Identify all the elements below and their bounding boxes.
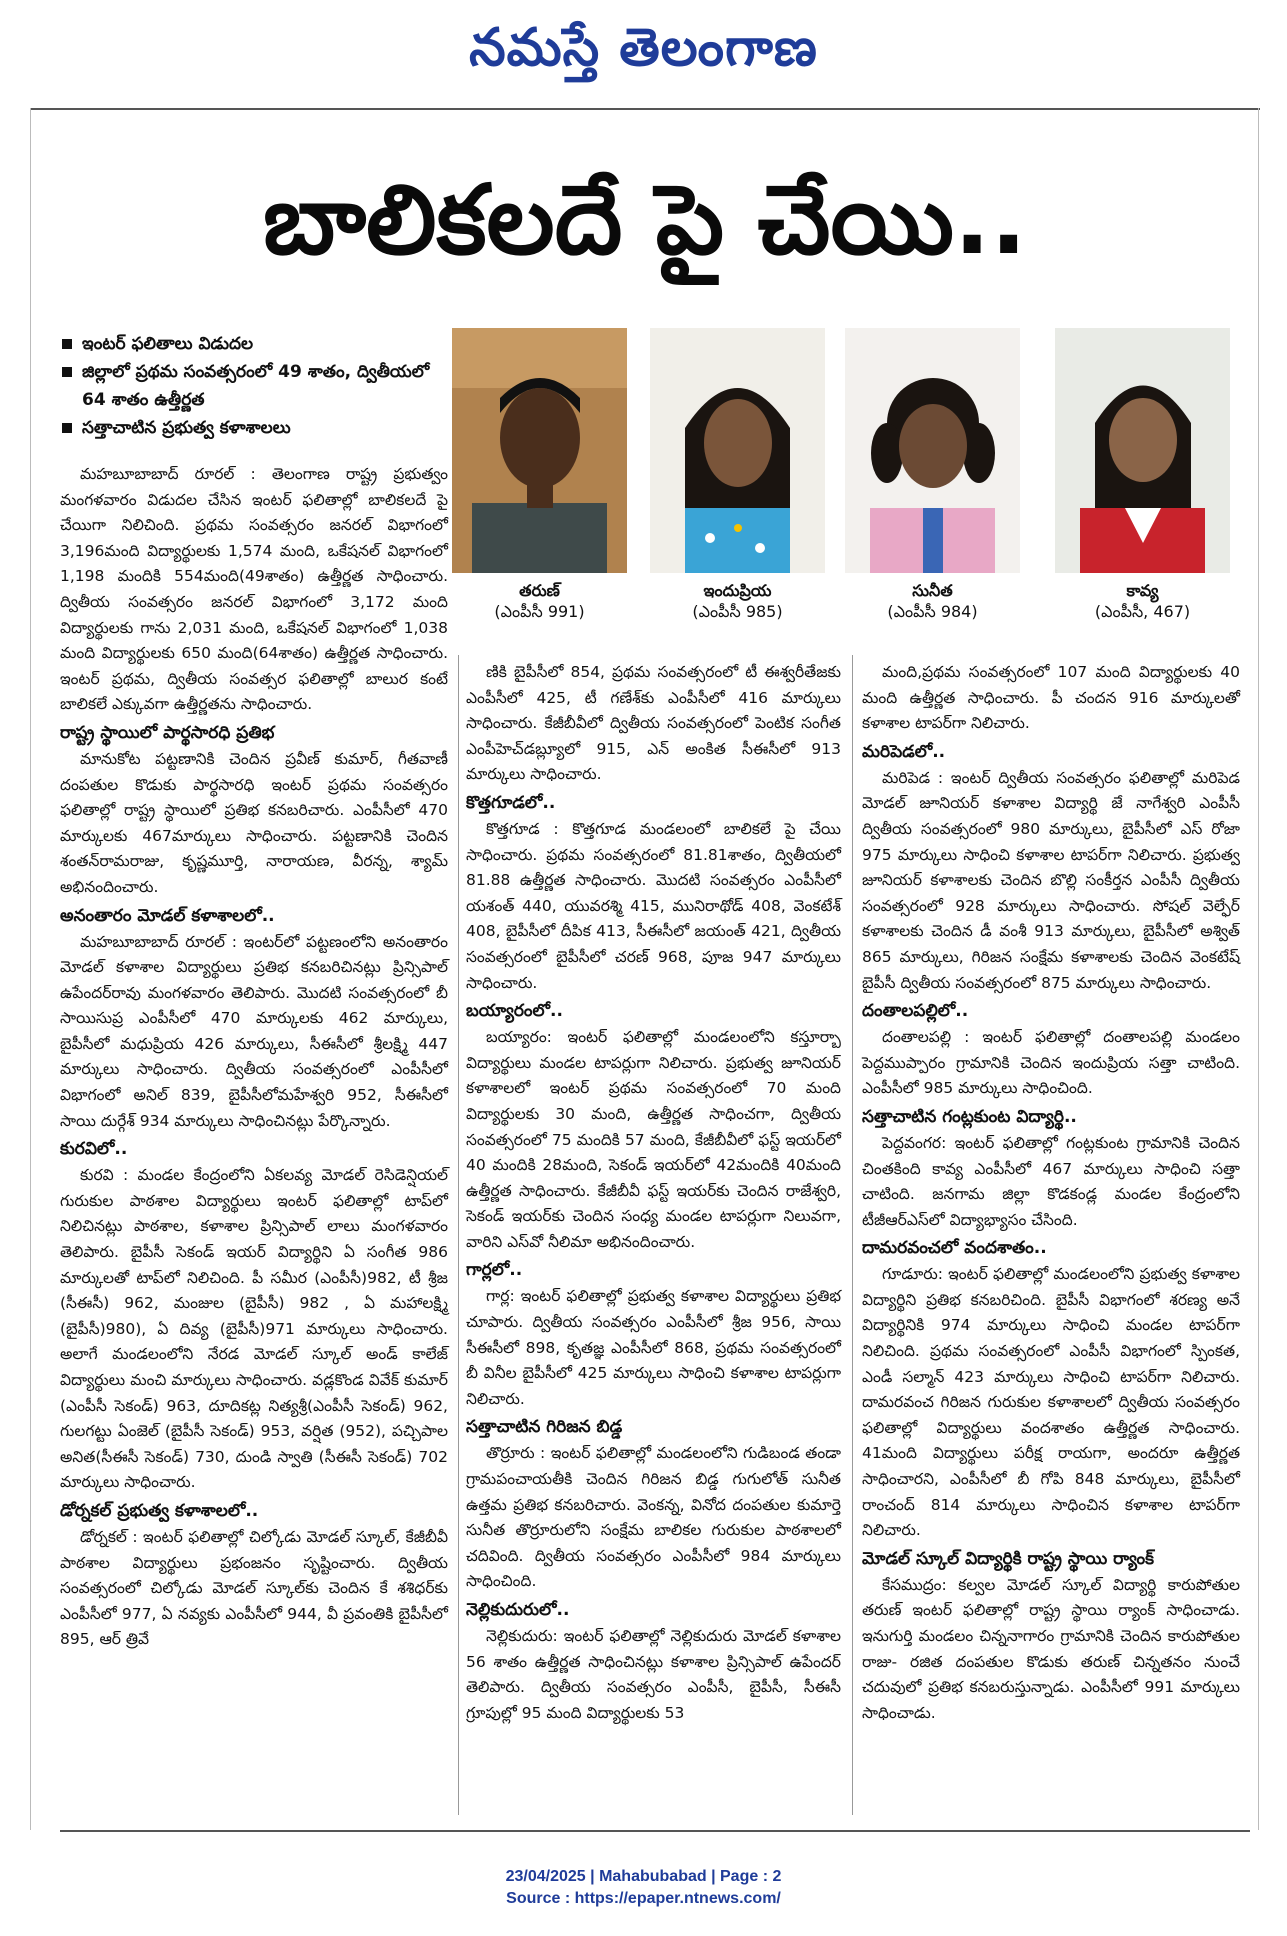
bullet-item: జిల్లాలో ప్రథమ సంవత్సరంలో 49 శాతం, ద్వితీయలో 64 శాతం ఉత్తీర్ణత [60, 358, 450, 414]
student-photo [650, 328, 825, 573]
subheading: అనంతారం మోడల్ కళాశాలలో.. [60, 905, 275, 926]
student-photos [450, 328, 1240, 638]
paragraph: బయ్యారం: ఇంటర్ ఫలితాల్లో మండలంలోని కస్తూర్బా విద్యార్థులు మండల టాపర్లుగా నిలిచారు. ప్రభుత్వ జూనియర్ కళాశాలలో ఇంటర్ ప్రథమ సంవత్సరంలో 70 మంది విద్యార్థులకు 30 మంది, ఉత్తీర్ణత సాధించగా, ద్వితీయ సంవత్సరంలో 75 మందికి 57 మంది, కేజీబీవీలో ఫస్ట్ ఇయర్‌లో 40 మందికి 28మంది, సెకండ్ ఇయర్‌లో 42మందికి 40మంది ఉత్తీర్ణత సాధించారు. కేజీబీవీ ఫస్ట్ ఇయర్‌కు చెందిన రాజేశ్వరి, సెకండ్ ఇయర్‌కు చెందిన సంధ్య మండల టాపర్లుగా నిలువగా, వారిని ఎస్‌వో నీలిమా అభినందించారు. [466, 1028, 841, 1251]
student-marks: (ఎంపీసీ 985) [692, 602, 783, 621]
summary-bullets [60, 330, 450, 442]
student-photo [845, 328, 1020, 573]
paragraph: మహబూబాబాద్ రూరల్ : ఇంటర్‌లో పట్టణంలోని అనంతారం మోడల్ కళాశాల విద్యార్థులు ప్రతిభ కనబరిచినట్లు ప్రిన్సిపాల్ ఉపేందర్‌రావు మంగళవారం తెలిపారు. మొదటి సంవత్సరంలో బీ సాయిసుప్ర ఎంపీసీలో 470 మార్కులకు 462 మార్కులు, బైపీసీలో మధుప్రియ 426 మార్కులు, సీఈసీలో శ్రీలక్ష్మి 447 మార్కులు సాధించారు. ద్వితీయ సంవత్సరంలో ఎంపీసీలో విభాగంలో అనిల్ 839, బైపీసీలోమహేశ్వరి 952, సీఈసీలో సాయి దుర్గేశ్ 934 మార్కులు సాధించినట్లు పేర్కొన్నారు. [60, 932, 448, 1130]
paragraph: పెద్దవంగర: ఇంటర్ ఫలితాల్లో గంట్లకుంట గ్రామానికి చెందిన చింతకింది కావ్య ఎంపీసీలో 467 మార్కులు సాధించి సత్తా చాటింది. జనగామ జిల్లా కొడకండ్ల మండల కేంద్రంలోని టీజీఆర్ఎస్‌లో విద్యాభ్యాసం చేసింది. [862, 1133, 1240, 1229]
masthead [0, 0, 1287, 108]
paragraph: ణికి బైపీసీలో 854, ప్రథమ సంవత్సరంలో టీ ఈశ్వరీతేజకు ఎంపీసీలో 425, టీ గణేశ్‌కు ఎంపీసీలో 416 మార్కులు సాధించారు. కేజీబీవీలో ద్వితీయ సంవత్సరంలో పెంటిక సంగీత ఎంపీహెచ్‌డబ్ల్యూలో 915, ఎన్ అంకిత సీఈసీలో 913 మార్కులు సాధించారు. [466, 663, 841, 784]
student-name: తరుణ్ [519, 581, 560, 600]
edition-info: 23/04/2025 | Mahabubabad | Page : 2 [505, 1868, 782, 1885]
student-name: కావ్య [1126, 581, 1159, 600]
subheading: దామరవంచలో వందశాతం.. [862, 1238, 1047, 1259]
paragraph: కురవి : మండల కేంద్రంలోని ఏకలవ్య మోడల్ రెసిడెన్షియల్ గురుకుల పాఠశాల విద్యార్థులు ఇంటర్ ఫలితాల్లో టాప్‌లో నిలిచినట్లు పాఠశాల, కళాశాల ప్రిన్సిపాల్ లాలు మంగళవారం తెలిపారు. బైపీసీ సెకండ్ ఇయర్ విద్యార్థిని ఏ సంగీత 986 మార్కులతో టాప్‌లో నిలిచింది. పీ సమీర (ఎంపీసీ)982, టీ శ్రీజ (సీఈసీ) 962, మంజుల (బైపీసీ) 982 , ఏ మహాలక్ష్మి (బైపీసీ)980), ఏ దివ్య (బైపీసీ)971 మార్కులు సాధించారు. అలాగే మండలంలోని నేరడ మోడల్ స్కూల్ అండ్ కాలేజ్ విద్యార్థులు మంచి మార్కులు సాధించారు. వడ్లకొండ వివేక్ కుమార్ (ఎంపీసీ సెకండ్) 963, దూదికట్ల నిత్యశ్రీ(ఎంపీసీ సెకండ్) 962, గులగట్టు ఏంజెల్ (బైపీసీ సెకండ్) 953, వర్షిత (952), పచ్చిపాల అనిత(సీఈసీ సెకండ్) 730, దుండి స్వాతి (సీఈసీ సెకండ్) 702 మార్కులు సాధించారు. [60, 1166, 448, 1492]
subheading: గార్లలో.. [466, 1260, 523, 1281]
paragraph: మరిపెడ : ఇంటర్ ద్వితీయ సంవత్సరం ఫలితాల్లో మరిపెడ మోడల్ జూనియర్ కళాశాల విద్యార్థి జే నాగేశ్వరి ఎంపీసీ ద్వితీయ సంవత్సరంలో 980 మార్కులు, బైపీసీలో ఎస్ రోజా 975 మార్కులు సాధించి కళాశాల టాపర్‌గా నిలిచారు. ప్రభుత్వ జూనియర్ కళాశాలకు చెందిన బొల్లి సంకీర్తన ఎంపీసీ ద్వితీయ సంవత్సరంలో 928 మార్కులు సాధించారు. సోషల్ వెల్ఫేర్ కళాశాలకు చెందిన డీ వంశీ 913 మార్కులు, బైపీసీలో అశ్విత్ 865 మార్కులు, గిరిజన సంక్షేమ కళాశాలకు చెందిన వెంకటేష్ బైపీసీ ద్వితీయ సంవత్సరంలో 875 మార్కులు సాధించారు. [862, 768, 1240, 992]
paragraph: మంది,ప్రథమ సంవత్సరంలో 107 మంది విద్యార్థులకు 40 మంది ఉత్తీర్ణత సాధించారు. పీ చందన 916 మార్కులతో కళాశాల టాపర్‌గా నిలిచారు. [862, 663, 1240, 733]
paragraph: గార్ల: ఇంటర్ ఫలితాల్లో ప్రభుత్వ కళాశాల విద్యార్థులు ప్రతిభ చూపారు. ద్వితీయ సంవత్సరం ఎంపీసీలో శ్రీజ 956, సాయి సీఈసీలో 898, కృతజ్ఞ ఎంపీసీలో 868, ప్రథమ సంవత్సరంలో బీ వినీల బైపీసీలో 425 మార్కులు సాధించి కళాశాల టాపర్లుగా నిలిచారు. [466, 1287, 841, 1408]
left-border [30, 108, 31, 1830]
subheading: డోర్నకల్ ప్రభుత్వ కళాశాలలో.. [60, 1500, 259, 1521]
subheading: సత్తాచాటిన గంట్లకుంట విద్యార్థి.. [862, 1106, 1077, 1127]
student-marks: (ఎంపీసీ 991) [494, 602, 585, 621]
student-marks: (ఎంపీసీ 984) [887, 602, 978, 621]
paragraph: కొత్తగూడ : కొత్తగూడ మండలంలో బాలికలే పై చేయి సాధించారు. ప్రథమ సంవత్సరంలో 81.81శాతం, ద్వితీయలో 81.88 ఉత్తీర్ణత సాధించారు. మొదటి సంవత్సరం ఎంపీసీలో యశంత్ 440, యువరశ్మి 415, మునిరాథోడ్ 408, వెంకటేశ్ 408, బైపీసీలో దీపిక 413, సీఈసీలో జయంత్ 421, ద్వితీయ సంవత్సరంలో బైపీసీలో చరణ్ 968, పూజ 947 మార్కులు సాధించారు. [466, 819, 841, 992]
bullet-item: ఇంటర్ ఫలితాలు విడుదల [60, 330, 450, 358]
paragraph: మానుకోట పట్టణానికి చెందిన ప్రవీణ్ కుమార్, గీతవాణీ దంపతుల కొడుకు పార్థసారధి ఇంటర్ ప్రథమ సంవత్సరం ఫలితాల్లో రాష్ట్ర స్థాయిలో ప్రతిభ కనబరిచారు. ఎంపీసీలో 470 మార్కులకు 467మార్కులు సాధించారు. పట్టణానికి చెందిన శంతన్‌రామరాజు, కృష్ణమూర్తి, నారాయణ, వీరన్న, శ్యామ్ అభినందించారు. [60, 749, 448, 896]
student-photo [1055, 328, 1230, 573]
photo-card-induspriya [650, 328, 825, 623]
top-divider [30, 108, 1260, 110]
bullet-item: సత్తాచాటిన ప్రభుత్వ కళాశాలలు [60, 414, 450, 442]
article-column-1 [60, 462, 448, 1653]
photo-card-sunitha [845, 328, 1020, 623]
column-divider [458, 655, 459, 1815]
page-footer [0, 1866, 1287, 1910]
paragraph: మహబూబాబాద్ రూరల్ : తెలంగాణ రాష్ట్ర ప్రభుత్వం మంగళవారం విడుదల చేసిన ఇంటర్ ఫలితాల్లో బాలికలదే పై చేయిగా నిలిచింది. ప్రథమ సంవత్సరం జనరల్ విభాగంలో 3,196మంది విద్యార్థులకు 1,574 మంది, ఒకేషనల్ విభాగంలో 1,198 మందికి 554మంది(49శాతం) ఉత్తీర్ణత సాధించారు. ద్వితీయ సంవత్సరం జనరల్ విభాగంలో 3,172 మంది విద్యార్థులకు గాను 2,031 మంది, ఒకేషనల్ విభాగంలో 1,038 మంది విద్యార్థులకు 650 మంది(64శాతం) ఉత్తీర్ణత సాధించారు. ఇంటర్ ప్రథమ, ద్వితీయ సంవత్సర ఫలితాల్లో బాలుర కంటే బాలికలే ఎక్కువగా ఉత్తీర్ణతను సాధించారు. [60, 465, 448, 714]
article-headline: బాలికలదే పై చేయి.. [263, 164, 1027, 276]
subheading: కురవిలో.. [60, 1139, 128, 1160]
subheading: రాష్ట్ర స్థాయిలో పార్థసారధి ప్రతిభ [60, 722, 275, 743]
student-photo [452, 328, 627, 573]
paragraph: నెల్లికుదురు: ఇంటర్ ఫలితాల్లో నెల్లికుదురు మోడల్ కళాశాల 56 శాతం ఉత్తీర్ణత సాధించినట్లు కళాశాల ప్రిన్సిపాల్ ఉపేందర్ తెలిపారు. ద్వితీయ సంవత్సరం ఎంపీసీ, బైపీసీ, సీఈసీ గ్రూపుల్లో 95 మంది విద్యార్థులకు 53 [466, 1627, 841, 1722]
student-name: సునీత [912, 581, 953, 600]
newspaper-logo: నమస్తే తెలంగాణ [469, 17, 818, 78]
subheading: మోడల్ స్కూల్ విద్యార్థికి రాష్ట్ర స్థాయి ర్యాంక్ [862, 1548, 1154, 1569]
article-column-3 [862, 660, 1240, 1726]
paragraph: తొర్రూరు : ఇంటర్ ఫలితాల్లో మండలంలోని గుడిబండ తండా గ్రామపంచాయతీకి చెందిన గిరిజన బిడ్డ గుగులోత్ సునీత ఉత్తమ ప్రతిభ కనబరిచారు. వెంకన్న, వినోద దంపతుల కుమార్తె సునీత తొర్రూరులోని సంక్షేమ బాలికల గురుకుల పాఠశాలలో చదివింది. ద్వితీయ సంవత్సరం ఎంపీసీలో 984 మార్కులు సాధించింది. [466, 1444, 841, 1591]
paragraph: గూడూరు: ఇంటర్ ఫలితాల్లో మండలంలోని ప్రభుత్వ కళాశాల విద్యార్థిని ప్రతిభ కనబరిచింది. బైపీసీ విభాగంలో శరణ్య అనే విద్యార్థినికి 974 మార్కులు సాధించి మండల టాపర్‌గా నిలిచింది. ప్రథమ సంవత్సరంలో ఎంపీసీ విభాగంలో స్పింకత, ఎండీ సల్మాన్ 423 మార్కులు సాధించి టాపర్‌గా నిలిచారు. దామరవంచ గిరిజన గురుకుల కళాశాలలో ద్వితీయ సంవత్సరం ఫలితాల్లో విద్యార్థులు వందశాతం ఉత్తీర్ణత సాధించారు. 41మంది విద్యార్థులు పరీక్ష రాయగా, అందరూ ఉత్తీర్ణత సాధించారని, ఎంపీసీలో బీ గోపి 848 మార్కులు, బైపీసీలో రాంచంద్ 814 మార్కులు సాధించిన కళాశాల టాపర్‌గా నిలిచారు. [862, 1265, 1240, 1540]
subheading: బయ్యారంలో.. [466, 1001, 563, 1022]
source-link[interactable]: Source : https://epaper.ntnews.com/ [506, 1890, 781, 1907]
subheading: కొత్తగూడలో.. [466, 792, 556, 813]
column-divider [852, 655, 853, 1815]
subheading: దంతాలపల్లిలో.. [862, 1001, 969, 1022]
paragraph: దంతాలపల్లి : ఇంటర్ ఫలితాల్లో దంతాలపల్లి మండలం పెద్దముప్పారం గ్రామానికి చెందిన ఇందుప్రియ సత్తా చాటింది. ఎంపీసీలో 985 మార్కులు సాధించింది. [862, 1028, 1240, 1098]
bottom-divider [60, 1830, 1250, 1832]
subheading: సత్తాచాటిన గిరిజన బిడ్డ [466, 1417, 623, 1438]
subheading: మరిపెడలో.. [862, 741, 946, 762]
photo-card-tarun [452, 328, 627, 623]
photo-card-kavya [1055, 328, 1230, 623]
student-marks: (ఎంపీసీ, 467) [1094, 602, 1191, 621]
paragraph: కేసముద్రం: కల్వల మోడల్ స్కూల్ విద్యార్థి కారుపోతుల తరుణ్ ఇంటర్ ఫలితాల్లో రాష్ట్ర స్థాయి ర్యాంక్ సాధించాడు. ఇనుగుర్తి మండలం చిన్ననాగారం గ్రామానికి చెందిన కారుపోతుల రాజు- రజిత దంపతుల కొడుకు తరుణ్ చిన్నతనం నుంచే చదువులో ప్రతిభ కనబరుస్తున్నాడు. ఎంపీసీలో 991 మార్కులు సాధించాడు. [862, 1575, 1240, 1722]
student-name: ఇందుప్రియ [703, 581, 772, 600]
paragraph: డోర్నకల్ : ఇంటర్ ఫలితాల్లో చిల్కోడు మోడల్ స్కూల్, కేజీబీవీ పాఠశాల విద్యార్థులు ప్రభంజనం సృష్టించారు. ద్వితీయ సంవత్సరంలో చిల్కోడు మోడల్ స్కూల్‌కు చెందిన కే శశిధర్‌కు ఎంపీసీలో 977, ఏ నవ్యకు ఎంపీసీలో 944, వీ ప్రవంతికి బైపీసీలో 895, ఆర్ త్రివే [60, 1527, 448, 1649]
article-column-2 [466, 660, 841, 1726]
subheading: నెల్లికుదురులో.. [466, 1600, 570, 1620]
right-border [1258, 108, 1259, 1830]
